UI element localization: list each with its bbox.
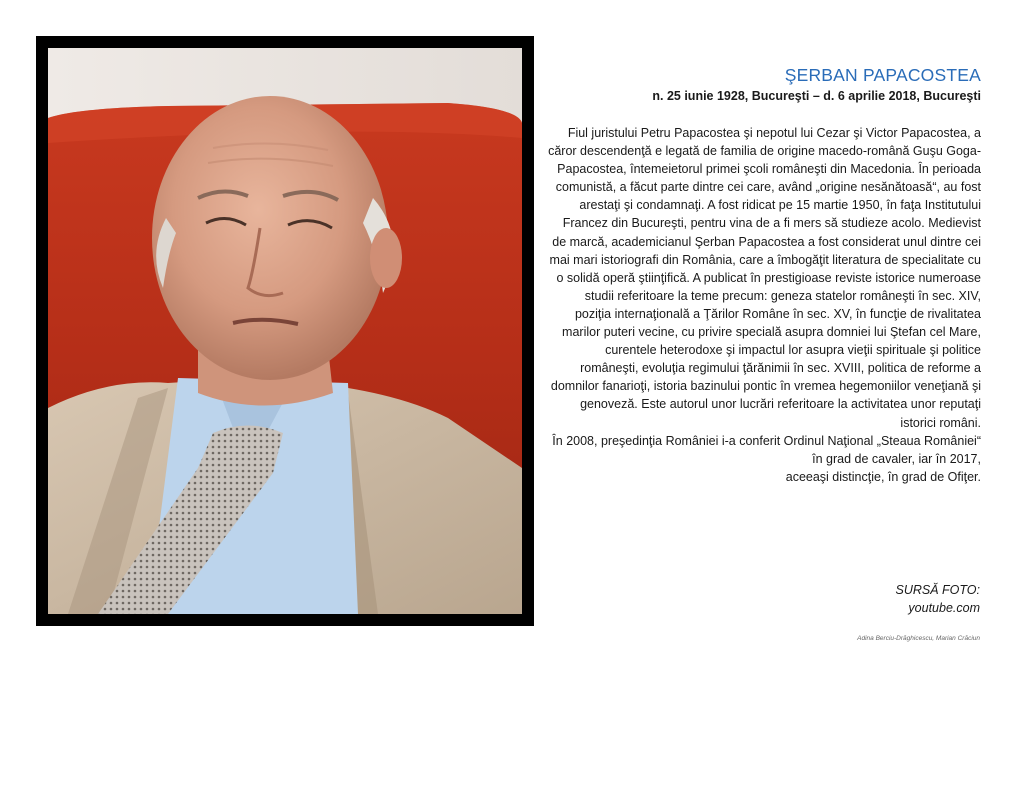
photo-frame: [36, 36, 534, 626]
biography-paragraph: În 2008, preşedinţia României i-a conferit Ordinul Naţional „Steaua României“ în grad de cavaler, iar în 2017,: [552, 433, 981, 466]
author-credits: Adina Berciu-Drăghicescu, Marian Crăciun: [857, 635, 980, 642]
person-dates: n. 25 iunie 1928, Bucureşti – d. 6 aprilie 2018, Bucureşti: [652, 89, 981, 103]
biography-column: [548, 64, 981, 486]
biography-paragraph: aceeaşi distincţie, în grad de Ofiţer.: [785, 469, 981, 484]
photo-source-value: youtube.com: [908, 601, 980, 615]
photo-source: [895, 581, 980, 617]
person-name: ŞERBAN PAPACOSTEA: [784, 65, 981, 85]
biography-text: [548, 124, 981, 486]
photo-source-label: SURSĂ FOTO:: [895, 583, 980, 597]
portrait-photo: [48, 48, 522, 614]
biography-paragraph: Fiul juristului Petru Papacostea şi nepotul lui Cezar şi Victor Papacostea, a căror descendenţă e legată de familia de origine macedo-română Guşu Goga-Papacostea, întemeietorul primei şcoli româneşti din Macedonia. În perioada comunistă, a făcut parte dintre cei care, având „origine nesănătoasă“, au fost arestaţi şi condamnaţi. A fost ridicat pe 15 martie 1950, în faţa Institutului Francez din Bucureşti, pentru vina de a fi mers să studieze acolo. Medievist de marcă, academicianul Şerban Papacostea a fost considerat unul dintre cei mai mari istoriografi din România, care a îmbogăţit literatura de specialitate cu o solidă operă ştiinţifică. A publicat în prestigioase reviste istorice numeroase studii referitoare la teme precum: geneza statelor româneşti în sec. XIV, poziţia internaţională a Ţărilor Române în sec. XV, în funcţie de rivalitatea marilor puteri vecine, cu privire specială asupra domniei lui Ştefan cel Mare, curentele heterodoxe şi impactul lor asupra vieţii spirituale şi politice româneşti, evoluţia regimului ţărănimii în sec. XVIII, politica de reforme a domnilor fanarioţi, istoria bazinului pontic în vremea hegemoniilor veneţiană şi genoveză. Este autorul unor lucrări referitoare la activitatea unor reputaţi istorici români.: [548, 126, 981, 430]
